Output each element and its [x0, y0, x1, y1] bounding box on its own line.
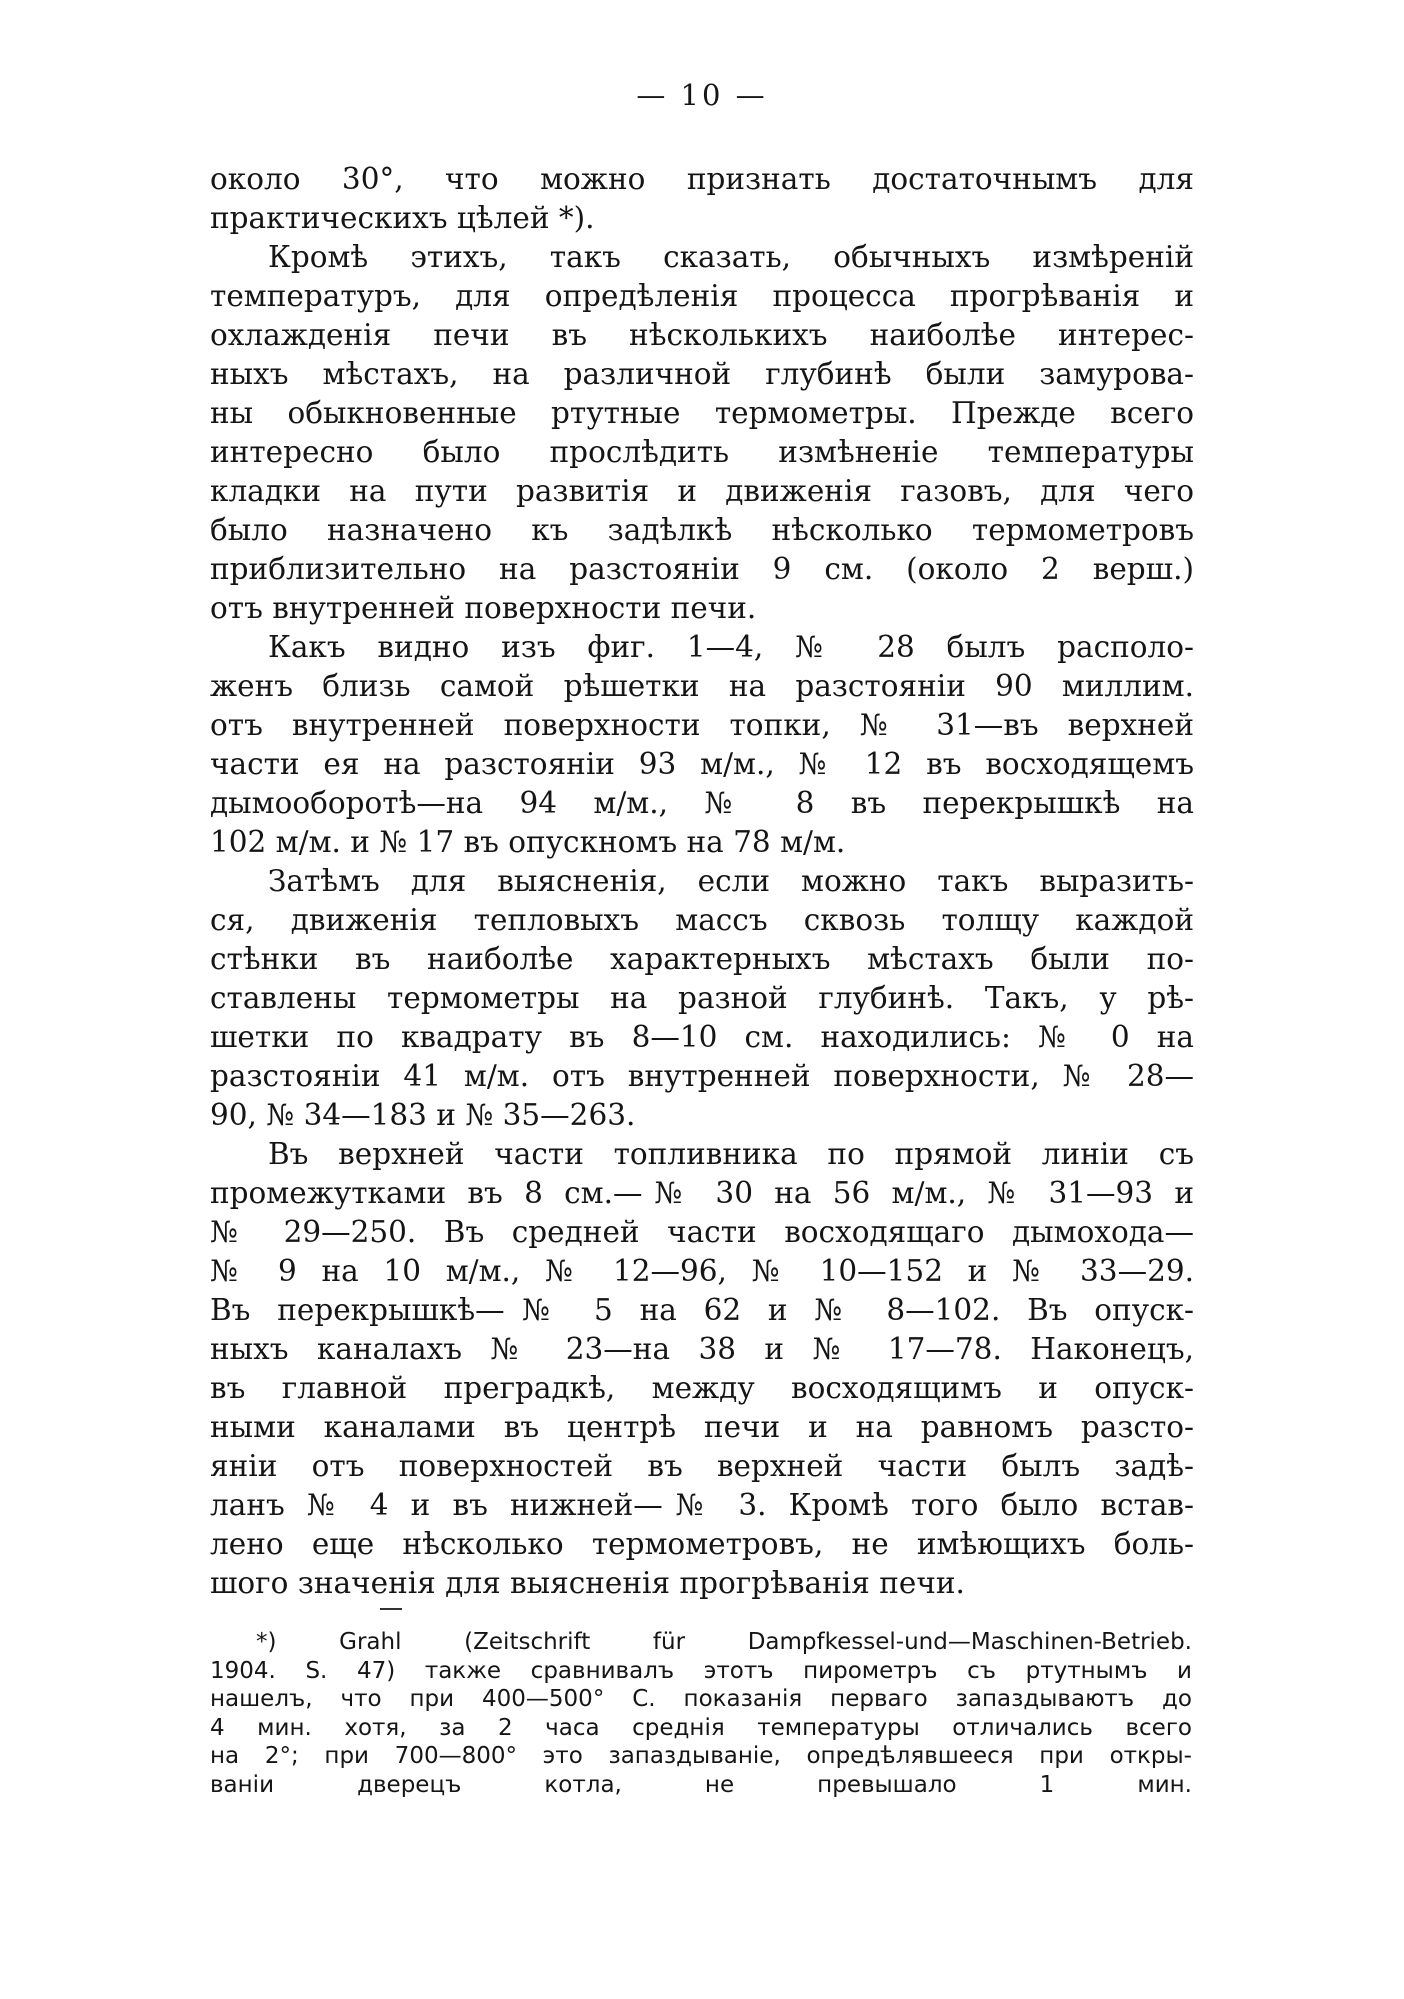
text-line: лено еще нѣсколько термометровъ, не имѣющихъ боль- [210, 1527, 1194, 1561]
text-line: кладки на пути развитія и движенія газовъ, для чего [210, 474, 1194, 508]
paragraph-5 [210, 1135, 1194, 1603]
footnote-line: 1904. S. 47) также сравнивалъ этотъ пирометръ съ ртутнымъ и [210, 1657, 1192, 1684]
page-number: — 10 — [636, 78, 768, 112]
paragraph-3 [210, 628, 1194, 862]
paragraph-1 [210, 160, 1194, 238]
text-line: около 30°, что можно признать достаточнымъ для [210, 162, 1194, 196]
paragraph-2 [210, 238, 1194, 628]
text-line: стѣнки въ наиболѣе характерныхъ мѣстахъ были по- [210, 942, 1194, 976]
text-line: разстояніи 41 м/м. отъ внутренней поверхности, № 28— [210, 1059, 1194, 1093]
text-line: было назначено къ задѣлкѣ нѣсколько термометровъ [210, 513, 1194, 547]
text-line: ны обыкновенные ртутные термометры. Прежде всего [210, 396, 1194, 430]
text-line: 90, № 34—183 и № 35—263. [210, 1098, 636, 1132]
footnote-line: ваніи дверецъ котла, не превышало 1 мин. [210, 1771, 1192, 1798]
text-line: дымооборотѣ—на 94 м/м., № 8 въ перекрышкѣ на [210, 786, 1194, 820]
text-line: ся, движенія тепловыхъ массъ сквозь толщу каждой [210, 903, 1194, 937]
text-line: Въ верхней части топливника по прямой линіи съ [268, 1137, 1194, 1171]
text-line: ставлены термометры на разной глубинѣ. Такъ, у рѣ- [210, 981, 1194, 1015]
text-line: Какъ видно изъ фиг. 1—4, № 28 былъ располо- [268, 630, 1194, 664]
paragraph-4 [210, 862, 1194, 1135]
main-text [210, 160, 1194, 1603]
text-line: яніи отъ поверхностей въ верхней части былъ задѣ- [210, 1449, 1194, 1483]
text-line: ныхъ мѣстахъ, на различной глубинѣ были замурова- [210, 357, 1194, 391]
text-line: интересно было прослѣдить измѣненіе температуры [210, 435, 1194, 469]
text-line: практическихъ цѣлей *). [210, 201, 595, 235]
text-line: Въ перекрышкѣ—№ 5 на 62 и № 8—102. Въ опуск- [210, 1293, 1194, 1327]
footnote-line: на 2°; при 700—800° это запаздываніе, опредѣлявшееся при откры- [210, 1743, 1192, 1769]
text-line: части ея на разстояніи 93 м/м., № 12 въ восходящемъ [210, 747, 1194, 781]
text-line: женъ близь самой рѣшетки на разстояніи 90 миллим. [210, 669, 1194, 703]
text-line: отъ внутренней поверхности топки, № 31—въ верхней [210, 708, 1194, 742]
text-line: 102 м/м. и № 17 въ опускномъ на 78 м/м. [210, 825, 846, 859]
text-line: шетки по квадрату въ 8—10 см. находились: № 0 на [210, 1020, 1194, 1054]
text-line: охлажденія печи въ нѣсколькихъ наиболѣе интерес- [210, 318, 1194, 352]
text-line: № 29—250. Въ средней части восходящаго дымохода— [210, 1215, 1194, 1249]
text-line: промежутками въ 8 см.—№ 30 на 56 м/м., № 31—93 и [210, 1176, 1194, 1210]
footnote-line: 4 мин. хотя, за 2 часа среднія температуры отличались всего [210, 1714, 1192, 1741]
text-line: приблизительно на разстояніи 9 см. (около 2 верш.) [210, 552, 1194, 586]
text-line: Кромѣ этихъ, такъ сказать, обычныхъ измѣреній [268, 240, 1194, 274]
text-line: въ главной преградкѣ, между восходящимъ и опуск- [210, 1371, 1194, 1405]
text-line: шого значенія для выясненія прогрѣванія печи. [210, 1566, 965, 1600]
text-line: № 9 на 10 м/м., № 12—96, № 10—152 и № 33—29. [210, 1254, 1194, 1288]
text-line: ланъ № 4 и въ нижней—№ 3. Кромѣ того было встав- [210, 1488, 1194, 1522]
text-line: температуръ, для опредѣленія процесса прогрѣванія и [210, 279, 1194, 313]
text-line: ныхъ каналахъ № 23—на 38 и № 17—78. Наконецъ, [210, 1332, 1194, 1366]
footnote-line: *) Grahl (Zeitschrift für Dampfkessel-und—Maschinen-Betrieb. [256, 1629, 1192, 1655]
footnote-divider [380, 1608, 402, 1610]
text-line: ными каналами въ центрѣ печи и на равномъ разсто- [210, 1410, 1194, 1444]
footnote [210, 1628, 1192, 1799]
footnote-line: нашелъ, что при 400—500° С. показанія перваго запаздываютъ до [210, 1686, 1192, 1712]
text-line: отъ внутренней поверхности печи. [210, 591, 757, 625]
text-line: Затѣмъ для выясненія, если можно такъ выразить- [268, 864, 1194, 898]
